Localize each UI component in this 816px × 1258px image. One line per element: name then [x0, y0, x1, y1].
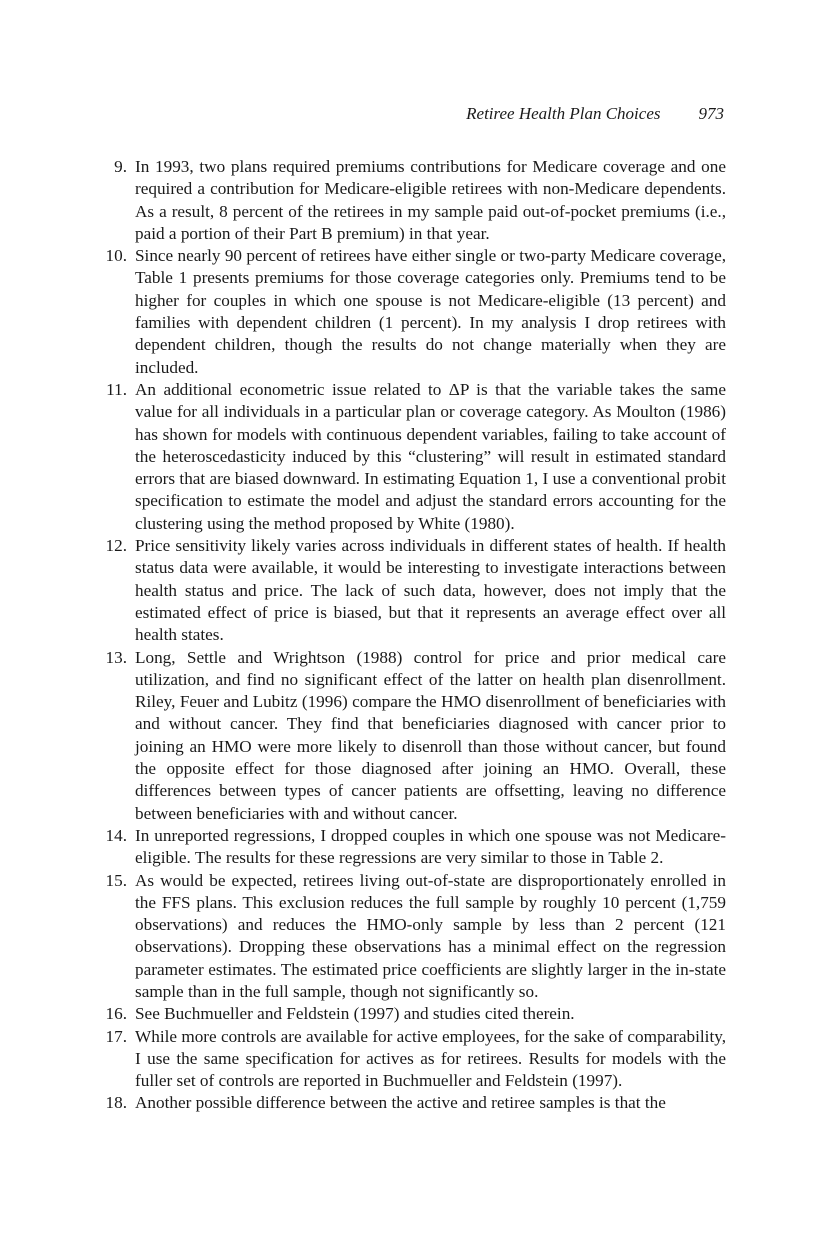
endnote-text: In unreported regressions, I dropped couples in which one spouse was not Medicare-eligible. The results for these regressions are very similar to those in Table 2. — [135, 825, 726, 868]
endnote-number: 15. — [105, 870, 127, 890]
endnote-text: Long, Settle and Wrightson (1988) control for price and prior medical care utilization, and find no significant effect of the latter on health plan disenrollment. Riley, Feuer and Lubitz (1996) compare the HMO disenrollment of beneficiaries with and without cancer. They find that beneficiaries diagnosed with cancer prior to joining an HMO were more likely to disenroll than those without cancer, but found the opposite effect for those diagnosed after joining an HMO. Overall, these differences between types of cancer patients are offsetting, leaving no difference between beneficiaries with and without cancer. — [135, 647, 726, 823]
endnote-9 — [100, 156, 726, 245]
endnote-text: While more controls are available for active employees, for the sake of comparability, I use the same specification for actives as for retirees. Results for models with the fuller set of controls are reported in Buchmueller and Feldstein (1997). — [135, 1026, 726, 1091]
endnote-text: An additional econometric issue related to ΔP is that the variable takes the same value for all individuals in a particular plan or coverage category. As Moulton (1986) has shown for models with continuous dependent variables, failing to take account of the heteroscedasticity induced by this “clustering” will result in estimated standard errors that are biased downward. In estimating Equation 1, I use a conventional probit specification to estimate the model and adjust the standard errors accounting for the clustering using the method proposed by White (1980). — [135, 379, 726, 533]
endnote-13 — [100, 647, 726, 825]
page-number: 973 — [698, 104, 724, 123]
endnote-18 — [100, 1092, 726, 1114]
endnote-16 — [100, 1003, 726, 1025]
endnote-10 — [100, 245, 726, 379]
endnote-number: 14. — [105, 825, 127, 845]
endnote-number: 13. — [105, 647, 127, 667]
endnote-12 — [100, 535, 726, 646]
endnote-text: As would be expected, retirees living out-of-state are disproportionately enrolled in the FFS plans. This exclusion reduces the full sample by roughly 10 percent (1,759 observations) and reduces the HMO-only sample by less than 2 percent (121 observations). Dropping these observations has a minimal effect on the regression parameter estimates. The estimated price coefficients are slightly larger in the in-state sample than in the full sample, though not significantly so. — [135, 870, 726, 1001]
endnote-text: In 1993, two plans required premiums contributions for Medicare coverage and one required a contribution for Medicare-eligible retirees with non-Medicare dependents. As a result, 8 percent of the retirees in my sample paid out-of-pocket premiums (i.e., paid a portion of their Part B premium) in that year. — [135, 157, 726, 243]
endnote-number: 18. — [105, 1093, 127, 1113]
endnote-number: 12. — [105, 536, 127, 556]
running-title: Retiree Health Plan Choices — [466, 104, 661, 123]
endnote-number: 11. — [106, 379, 127, 399]
endnote-text: See Buchmueller and Feldstein (1997) and studies cited therein. — [135, 1004, 575, 1024]
endnote-number: 16. — [105, 1004, 127, 1024]
endnote-number: 17. — [105, 1026, 127, 1046]
endnote-15 — [100, 870, 726, 1004]
endnote-number: 9. — [114, 157, 127, 176]
endnote-text: Another possible difference between the active and retiree samples is that the — [135, 1093, 666, 1113]
endnote-14 — [100, 825, 726, 870]
endnote-text: Price sensitivity likely varies across individuals in different states of health. If health status data were available, it would be interesting to investigate interactions between health status and price. The lack of such data, however, does not imply that the estimated effect of price is biased, but that it represents an average effect over all health states. — [135, 536, 726, 645]
endnote-11 — [100, 379, 726, 535]
endnote-number: 10. — [105, 246, 127, 266]
endnotes-list — [100, 156, 726, 1115]
endnote-17 — [100, 1026, 726, 1093]
endnote-text: Since nearly 90 percent of retirees have either single or two-party Medicare coverage, Table 1 presents premiums for those coverage categories only. Premiums tend to be higher for couples in which one spouse is not Medicare-eligible (13 percent) and families with dependent children (1 percent). In my analysis I drop retirees with dependent children, though the results do not change materially when they are included. — [135, 246, 726, 377]
running-header — [466, 104, 724, 124]
